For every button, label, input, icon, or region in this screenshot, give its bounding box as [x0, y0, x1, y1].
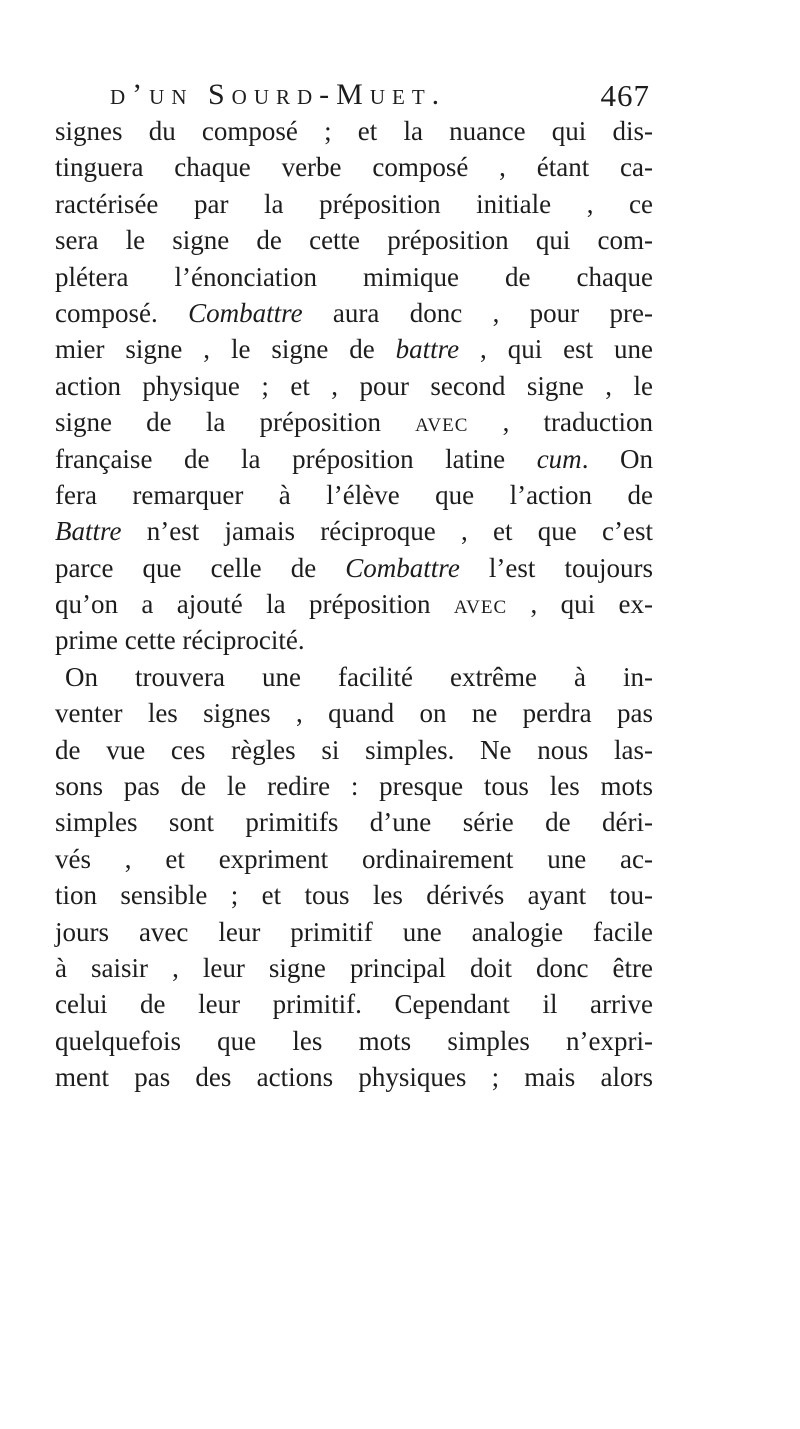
text-segment: simples sont primitifs d’une série de déri-: [55, 807, 653, 838]
text-segment: l’est toujours: [459, 552, 653, 583]
running-title: d’un Sourd-Muet.: [110, 78, 447, 111]
text-line: [55, 331, 653, 367]
emphasis-word: cum: [536, 443, 582, 474]
text-line: [55, 732, 653, 768]
text-segment: signe de la préposition: [55, 407, 416, 438]
text-line: [55, 841, 653, 877]
text-segment: tion sensible ; et tous les dérivés ayant tou-: [55, 880, 653, 911]
text-line: [55, 113, 653, 149]
text-segment: à saisir , leur signe principal doit donc être: [55, 952, 653, 983]
text-segment: aura donc , pour pre-: [302, 297, 653, 328]
text-segment: qu’on a ajouté la préposition: [55, 589, 454, 620]
text-segment: , qui est une: [459, 334, 653, 365]
text-line: [55, 222, 653, 258]
text-segment: vés , et expriment ordinairement une ac-: [55, 843, 653, 874]
text-segment: composé.: [55, 297, 189, 328]
text-segment: venter les signes , quand on ne perdra pas: [55, 698, 653, 729]
text-line: [55, 149, 653, 185]
text-segment: sera le signe de cette préposition qui com-: [55, 225, 653, 256]
text-line: [55, 186, 653, 222]
text-segment: parce que celle de: [55, 552, 346, 583]
body-text: [55, 113, 653, 1096]
text-line: [55, 695, 653, 731]
text-line: [55, 804, 653, 840]
text-segment: plétera l’énonciation mimique de chaque: [55, 261, 653, 292]
text-line: [55, 513, 653, 549]
text-line: [55, 586, 653, 622]
text-line: [55, 477, 653, 513]
emphasis-word: avec: [453, 589, 508, 620]
text-line: [55, 622, 653, 658]
text-segment: On trouvera une facilité extrême à in-: [65, 661, 653, 692]
text-line: [55, 986, 653, 1022]
text-segment: française de la préposition latine: [55, 443, 537, 474]
emphasis-word: avec: [415, 407, 469, 438]
text-segment: ment pas des actions physiques ; mais alors: [55, 1062, 653, 1093]
text-segment: jours avec leur primitif une analogie facile: [55, 916, 653, 947]
text-segment: tinguera chaque verbe composé , étant ca-: [55, 152, 653, 183]
text-segment: quelquefois que les mots simples n’expri-: [55, 1025, 653, 1056]
page-number: 467: [600, 78, 650, 113]
text-line: [55, 950, 653, 986]
text-line: [55, 659, 653, 695]
text-segment: prime cette réciprocité.: [55, 625, 305, 656]
text-segment: n’est jamais réciproque , et que c’est: [121, 516, 653, 547]
text-segment: celui de leur primitif. Cependant il arrive: [55, 989, 653, 1020]
text-segment: signes du composé ; et la nuance qui dis-: [55, 116, 653, 146]
emphasis-word: Battre: [55, 516, 122, 547]
running-head: [110, 78, 650, 118]
text-segment: , traduction: [468, 407, 653, 438]
text-segment: , qui ex-: [507, 589, 653, 620]
text-line: [55, 914, 653, 950]
text-segment: ractérisée par la préposition initiale , ce: [55, 188, 653, 219]
text-line: [55, 550, 653, 586]
text-segment: mier signe , le signe de: [55, 334, 396, 365]
text-line: [55, 1059, 653, 1095]
emphasis-word: Combattre: [345, 552, 460, 583]
text-line: [55, 441, 653, 477]
text-line: [55, 295, 653, 331]
text-line: [55, 368, 653, 404]
emphasis-word: battre: [395, 334, 460, 365]
text-line: [55, 259, 653, 295]
text-line: [55, 877, 653, 913]
text-segment: fera remarquer à l’élève que l’action de: [55, 479, 653, 510]
emphasis-word: Combattre: [188, 297, 303, 328]
text-line: [55, 1023, 653, 1059]
text-segment: de vue ces règles si simples. Ne nous las-: [55, 734, 653, 765]
text-segment: . On: [581, 443, 654, 474]
text-segment: sons pas de le redire : presque tous les mots: [55, 771, 653, 802]
text-segment: action physique ; et , pour second signe , le: [55, 370, 653, 401]
text-line: [55, 404, 653, 440]
text-line: [55, 768, 653, 804]
